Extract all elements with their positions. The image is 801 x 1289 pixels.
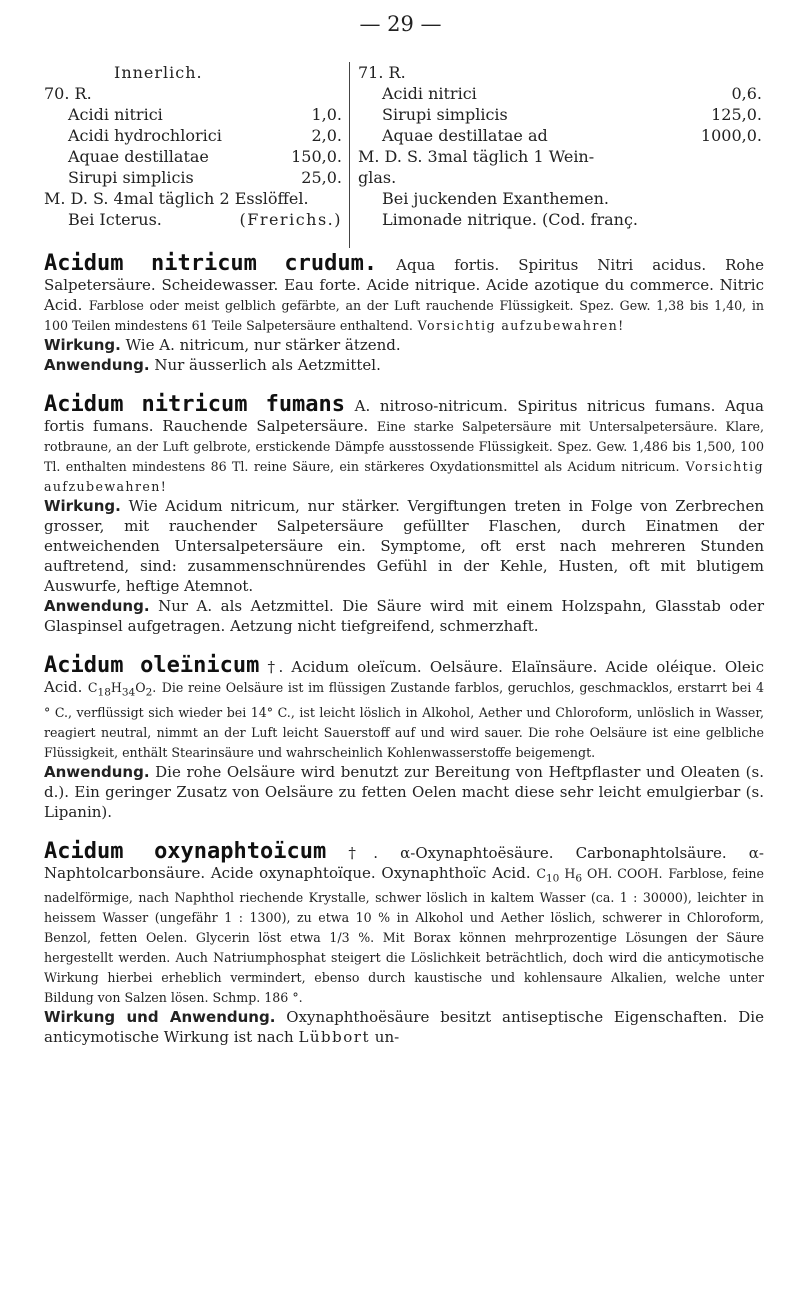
rx-indication: Bei juckenden Exanthemen. — [382, 189, 610, 208]
entry-acidum-oleinicum — [44, 653, 764, 822]
rx-instructions: M. D. S. 3mal täglich 1 Wein- — [358, 147, 595, 166]
entry-synonyms: Acidum oleïcum. Oelsäure. Elaïnsäure. Acide oléique. Oleic Acid. — [44, 658, 764, 696]
effect-label: Wirkung und Anwendung. — [44, 1008, 276, 1027]
rx-ingredient: Sirupi simplicis 25,0. — [68, 168, 342, 187]
entry-description: Eine starke Salpetersäure mit Untersalpetersäure. Klare, rotbraune, an der Luft gelbrote, erstickende Dämpfe ausstossende Flüssigkeit. Spez. Gew. 1,486 bis 1,500, 100 Tl. enthalten mindestens 86 Tl. reine Säure, ein stärkeres Oxydationsmittel als Acidum nitricum. — [44, 419, 764, 474]
main-text — [44, 251, 764, 1047]
use-label: Anwendung. — [44, 356, 150, 374]
rx-instructions: M. D. S. 4mal täglich 2 Esslöffel. — [44, 189, 309, 208]
use-label: Anwendung. — [44, 762, 150, 781]
rx-source: Limonade nitrique. (Cod. franç. — [382, 210, 638, 229]
entry-description: Die reine Oelsäure ist im flüssigen Zustande farblos, geruchlos, geschmacklos, erstarrt bei 4 ° C., verflüssigt sich wieder bei 14° C., ist leicht löslich in Alkohol, Aether und Chloroform, unlöslich in Wasser, reagiert neutral, nimmt an der Luft leicht Sauerstoff auf und wird sauer. Die rohe Oelsäure ist eine gelbliche Flüssigkeit, enthält Stearinsäure und wahrscheinlich Kohlenwasserstoffe beigemengt. — [44, 680, 764, 760]
author-name: Lübbort — [298, 1028, 370, 1047]
prescription-70 — [44, 62, 342, 230]
chemical-formula: $C_{18}H_{34}O_2$. — [87, 680, 157, 699]
entry-synonyms: A. nitroso-nitricum. Spiritus nitricus fumans. Aqua fortis fumans. Rauchende Salpetersäure. — [44, 397, 764, 435]
prescription-71 — [358, 62, 762, 230]
use-label: Anwendung. — [44, 597, 150, 615]
dagger-mark: †. — [267, 658, 284, 676]
rx-source: (Frerichs.) — [239, 210, 342, 229]
rx-number: 71. R. — [358, 63, 406, 82]
entry-acidum-nitricum-crudum — [44, 251, 764, 375]
rx-ingredient: Acidi nitrici 0,6. — [382, 84, 762, 103]
rx-ingredient: Acidi nitrici 1,0. — [68, 105, 342, 124]
rx-ingredient: Aquae destillatae ad 1000,0. — [382, 126, 762, 145]
entry-acidum-oxynaphtoicum — [44, 838, 764, 1048]
rx-indication: Bei Icterus. — [68, 210, 162, 229]
entry-description: Farblose, feine nadelförmige, nach Naphthol riechende Krystalle, schwer löslich in kaltem Wasser (ca. 1 : 30000), leichter in heissem Wasser (ungefähr 1 : 1300), zu etwa 10 % in Alkohol und Aether löslich, schwerer in Chloroform, Benzol, fetten Oelen. Glycerin löst etwa 1/3 %. Mit Borax können mehrprozentige Lösungen der Säure hergestellt werden. Auch Natriumphosphat steigert die Löslichkeit beträchtlich, doch wird die anticymotische Wirkung hierbei erheblich vermindert, ebenso durch kaustische und kohlensaure Alkalien, welche unter Bildung von Salzen lösen. Schmp. 186 °. — [44, 865, 764, 1006]
use-text: Nur A. als Aetzmittel. Die Säure wird mit einem Holzspahn, Glasstab oder Glaspinsel aufgetragen. Aetzung nicht tiefgreifend, schmerzhaft. — [44, 597, 764, 635]
rx-instructions-cont: glas. — [358, 168, 397, 187]
entry-title: Acidum oxynaphtoïcum — [44, 838, 327, 864]
rx-section-heading: Innerlich. — [114, 63, 203, 82]
entry-description: Farblose oder meist gelblich gefärbte, an der Luft rauchende Flüssigkeit. Spez. Gew. 1,38 bis 1,40, in 100 Teilen mindestens 61 Teile Salpetersäure enthaltend. — [44, 298, 764, 333]
entry-title: Acidum oleïnicum — [44, 653, 260, 678]
column-divider — [349, 62, 350, 248]
chemical-formula: $C_{10}$ $H_6$ OH. COOH. — [536, 865, 663, 885]
rx-ingredient: Aquae destillatae 150,0. — [68, 147, 342, 166]
effect-text: Wie Acidum nitricum, nur stärker. Vergiftungen treten in Folge von Zerbrechen grosser, mit rauchender Salpetersäure gefüllter Flaschen, durch Einatmen der entweichenden Untersalpetersäure ein. Symptome, oft erst nach mehreren Stunden auftretend, sind: zusammenschnürendes Gefühl in der Kehle, Husten, oft mit blutigem Auswurfe, heftige Atemnot. — [44, 497, 764, 595]
use-text: Die rohe Oelsäure wird benutzt zur Bereitung von Heftpflaster und Oleaten (s. d.). Ein geringer Zusatz von Oelsäure zu fetten Oelen macht diese sehr leicht emulgierbar (s. Lipanin). — [44, 762, 764, 821]
entry-caution: Vorsichtig aufzubewahren! — [44, 459, 764, 494]
rx-ingredient: Sirupi simplicis 125,0. — [382, 105, 762, 124]
effect-text: Oxynaphthoësäure besitzt antiseptische Eigenschaften. Die anticymotische Wirkung ist nach — [44, 1008, 764, 1047]
use-text: Nur äusserlich als Aetzmittel. — [154, 356, 381, 374]
rx-number: 70. R. — [44, 84, 92, 103]
entry-title: Acidum nitricum fumans — [44, 392, 346, 417]
entry-acidum-nitricum-fumans — [44, 392, 764, 636]
page-number: — 29 — — [359, 12, 442, 36]
entry-title: Acidum nitricum crudum. — [44, 251, 378, 276]
effect-text-cont: un- — [374, 1028, 400, 1047]
entry-synonyms: Aqua fortis. Spiritus Nitri acidus. Rohe Salpetersäure. Scheidewasser. Eau forte. Acide nitrique. Acide azotique du commerce. Nitric Acid. — [44, 256, 764, 314]
entry-caution: Vorsichtig aufzubewahren! — [417, 318, 625, 333]
dagger-mark: †. — [348, 843, 379, 862]
effect-label: Wirkung. — [44, 336, 121, 354]
entry-synonyms: α-Oxynaphtoësäure. Carbonaphtolsäure. α-Naphtolcarbonsäure. Acide oxynaphtoïque. Oxynaphthoïc Acid. — [44, 843, 764, 882]
rx-indication-row — [44, 209, 342, 230]
effect-text: Wie A. nitricum, nur stärker ätzend. — [125, 336, 401, 354]
rx-ingredient: Acidi hydrochlorici 2,0. — [68, 126, 342, 145]
effect-label: Wirkung. — [44, 497, 121, 515]
